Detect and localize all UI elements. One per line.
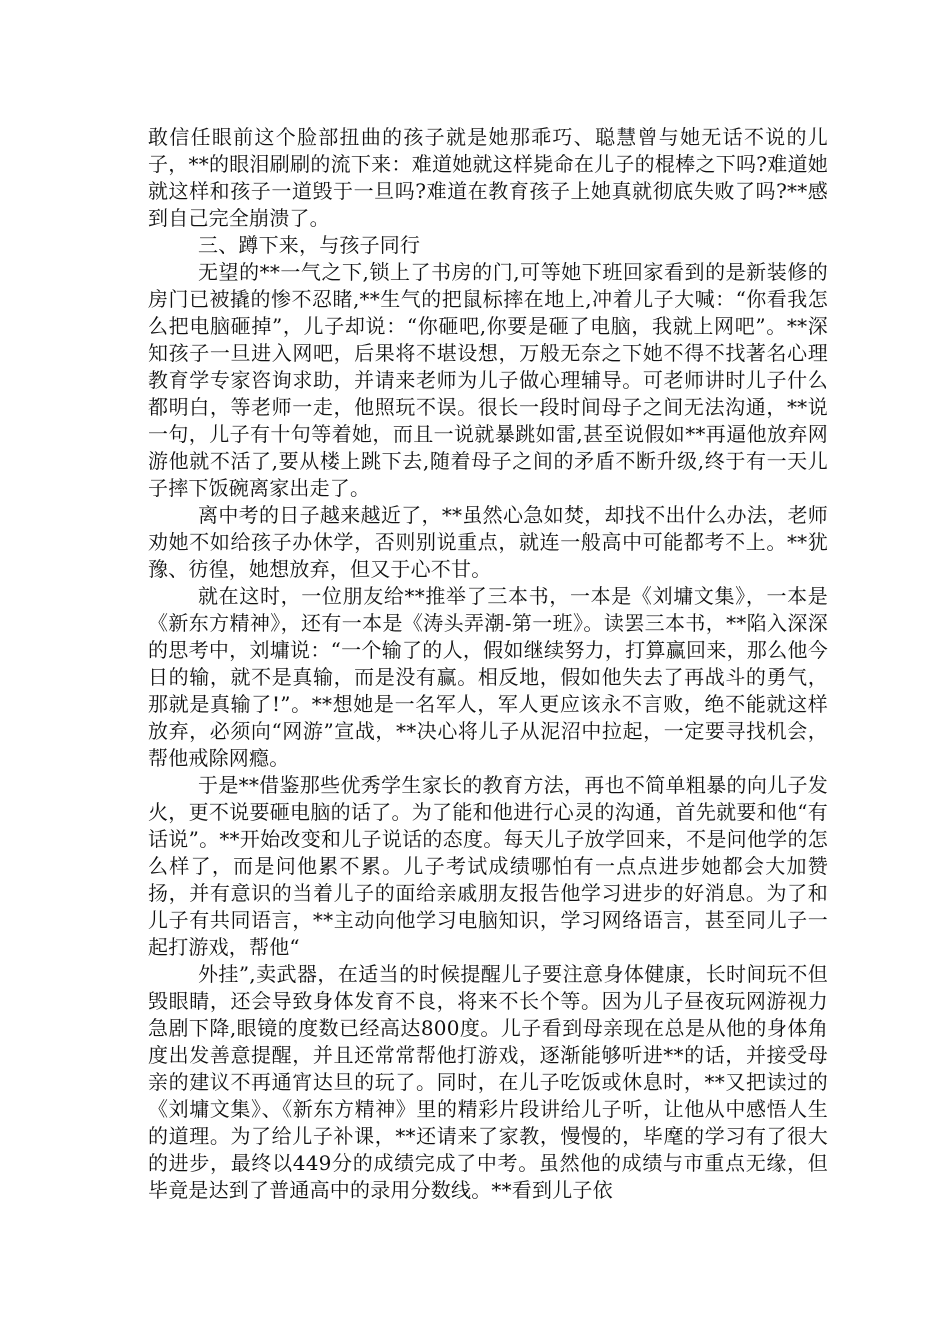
section-heading: 三、蹲下来，与孩子同行 bbox=[198, 233, 421, 257]
paragraph: 就在这时，一位朋友给**推举了三本书，一本是《刘墉文集》，一本是《新东方精神》，还有一本是《涛头弄潮-第一班》。读罢三本书，**陷入深深的思考中，刘墉说：“一个输了的人，假如继续努力，打算赢回来，那么他今日的输，就不是真输，而是没有赢。相反地，假如他失去了再战斗的勇气，那就是真输了!”。**想她是一名军人，军人更应该永不言败，绝不能就这样放弃，必须向“网游”宣战，**决心将儿子从泥沼中拉起，一定要寻找机会，帮他戒除网瘾。 bbox=[148, 584, 828, 770]
paragraph-continued: 敢信任眼前这个脸部扭曲的孩子就是她那乖巧、聪慧曾与她无话不说的儿子，**的眼泪刷刷的流下来：难道她就这样毙命在儿子的棍棒之下吗?难道她就这样和孩子一道毁于一旦吗?难道在教育孩子上她真就彻底失败了吗?**感到自己完全崩溃了。 bbox=[148, 125, 828, 230]
paragraph: 于是**借鉴那些优秀学生家长的教育方法，再也不简单粗暴的向儿子发火，更不说要砸电脑的话了。为了能和他进行心灵的沟通，首先就要和他“有话说”。**开始改变和儿子说话的态度。每天儿子放学回来，不是问他学的怎么样了，而是问他累不累。儿子考试成绩哪怕有一点点进步她都会大加赞扬，并有意识的当着儿子的面给亲戚朋友报告他学习进步的好消息。为了和儿子有共同语言，**主动向他学习电脑知识，学习网络语言，甚至同儿子一起打游戏，帮他“ bbox=[148, 773, 828, 959]
paragraph: 无望的**一气之下,锁上了书房的门,可等她下班回家看到的是新装修的房门已被撬的惨不忍睹,**生气的把鼠标摔在地上,冲着儿子大喊：“你看我怎么把电脑砸掉”，儿子却说：“你砸吧,你要是砸了电脑，我就上网吧”。**深知孩子一旦进入网吧，后果将不堪设想，万般无奈之下她不得不找著名心理教育学专家咨询求助，并请来老师为儿子做心理辅导。可老师讲时儿子什么都明白，等老师一走，他照玩不误。很长一段时间母子之间无法沟通，**说一句，儿子有十句等着她，而且一说就暴跳如雷,甚至说假如**再逼他放弃网游他就不活了,要从楼上跳下去,随着母子之间的矛盾不断升级,终于有一天儿子摔下饭碗离家出走了。 bbox=[148, 260, 828, 500]
paragraph: 离中考的日子越来越近了，**虽然心急如焚，却找不出什么办法，老师劝她不如给孩子办休学，否则别说重点，就连一般高中可能都考不上。**犹豫、彷徨，她想放弃，但又于心不甘。 bbox=[148, 503, 828, 581]
document-body bbox=[148, 124, 828, 1204]
paragraph: 外挂”,卖武器，在适当的时候提醒儿子要注意身体健康，长时间玩不但毁眼睛，还会导致身体发育不良，将来不长个等。因为儿子昼夜玩网游视力急剧下降,眼镜的度数已经高达800度。儿子看到母亲现在总是从他的身体角度出发善意提醒，并且还常常帮他打游戏，逐渐能够听进**的话，并接受母亲的建议不再通宵达旦的玩了。同时，在儿子吃饭或休息时，**又把读过的《刘墉文集》、《新东方精神》里的精彩片段讲给儿子听，让他从中感悟人生的道理。为了给儿子补课，**还请来了家教，慢慢的，毕麾的学习有了很大的进步，最终以449分的成绩完成了中考。虽然他的成绩与市重点无缘，但毕竟是达到了普通高中的录用分数线。**看到儿子依 bbox=[148, 962, 828, 1202]
